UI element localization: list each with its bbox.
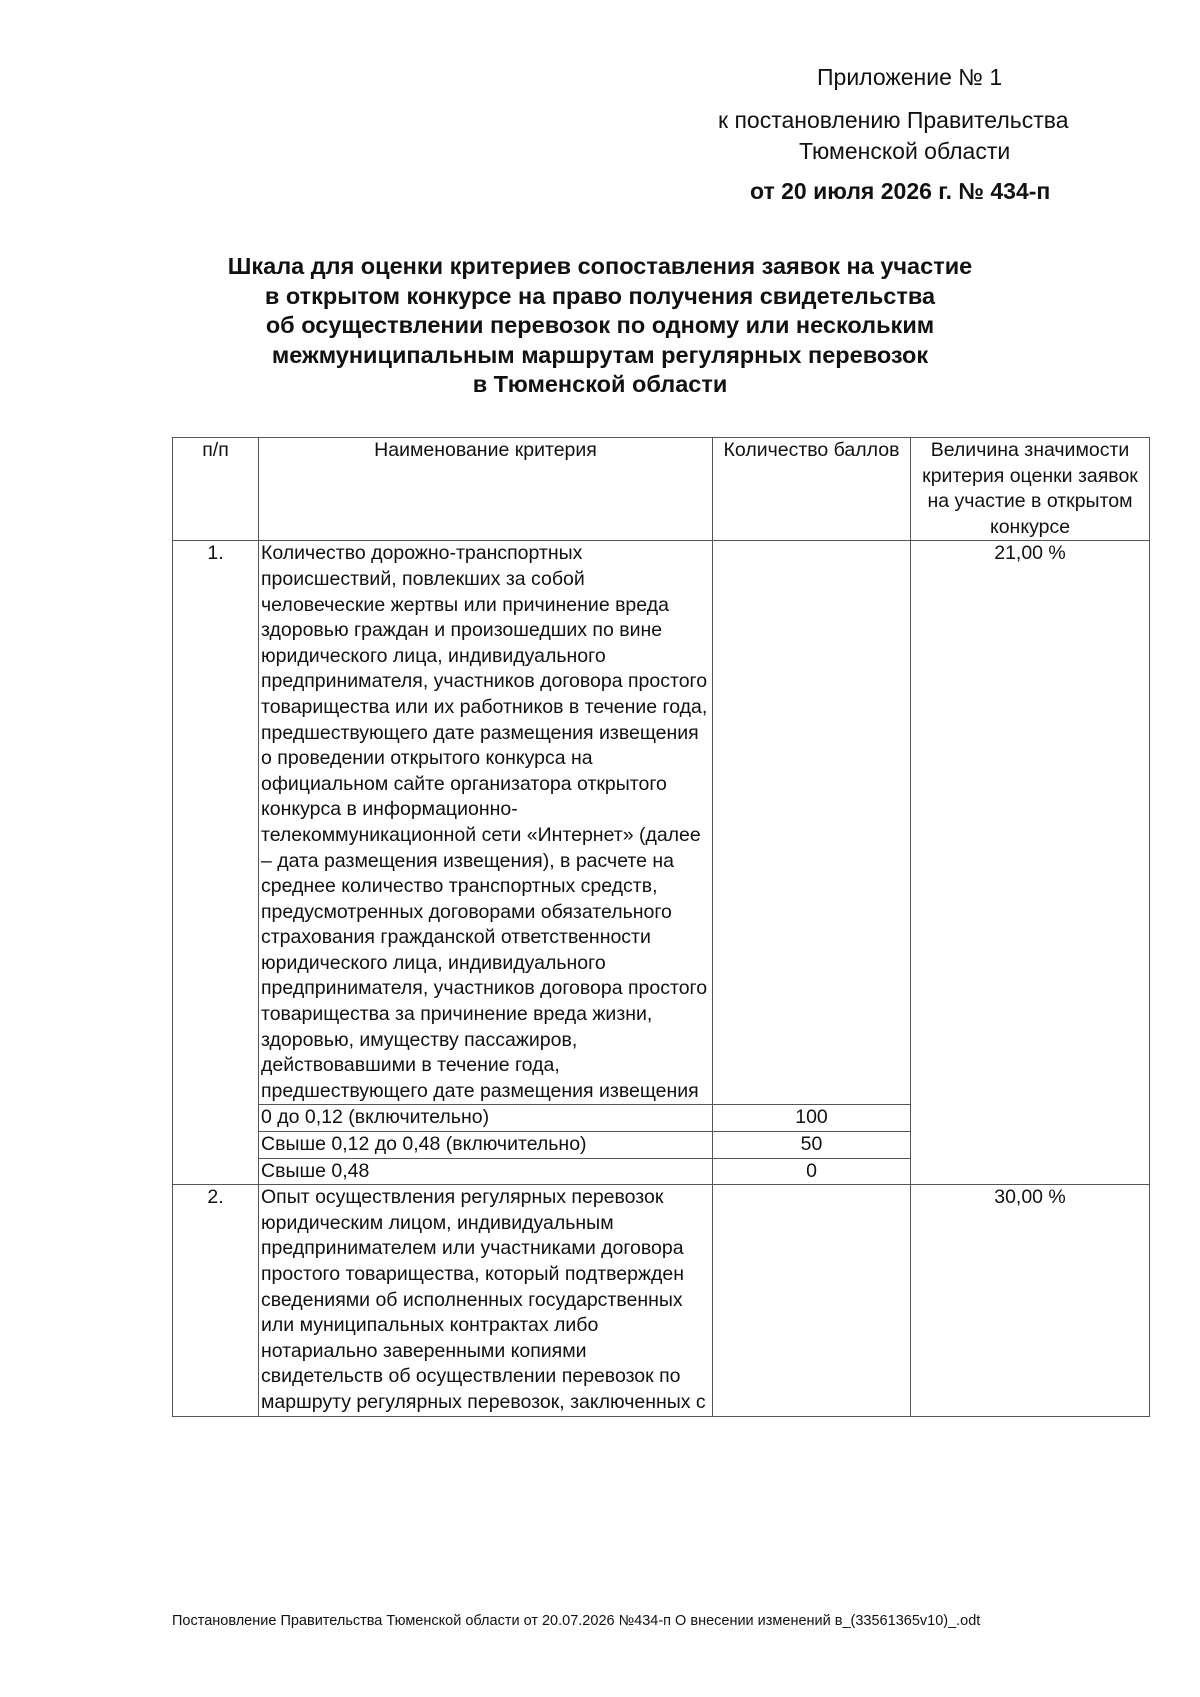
scale-points: 0 (713, 1158, 911, 1185)
points-cell (713, 1185, 911, 1416)
title-line: Шкала для оценки критериев сопоставления заявок на участие (227, 253, 973, 279)
criterion-weight: 21,00 % (911, 541, 1150, 1185)
header-num: п/п (173, 438, 259, 541)
scale-points: 100 (713, 1105, 911, 1132)
appendix-date-number: от 20 июля 2026 г. № 434-п (750, 178, 1051, 204)
criteria-table (172, 437, 1150, 1417)
scale-range: 0 до 0,12 (включительно) (259, 1105, 713, 1132)
scale-points: 50 (713, 1132, 911, 1159)
row-number: 1. (173, 541, 259, 1185)
header-criterion-name: Наименование критерия (259, 438, 713, 541)
criterion-weight: 30,00 % (911, 1185, 1150, 1416)
title-line: в открытом конкурсе на право получения свидетельства (264, 282, 936, 309)
document-title (0, 252, 1200, 400)
title-line: об осуществлении перевозок по одному или нескольким (265, 312, 935, 338)
appendix-region: Тюменской области (799, 138, 1011, 164)
title-line: межмуниципальным маршрутам регулярных перевозок (271, 341, 929, 368)
scale-range: Свыше 0,48 (259, 1158, 713, 1185)
table-row (173, 1185, 1150, 1416)
table-header-row (173, 438, 1150, 541)
title-line: в Тюменской области (472, 371, 728, 397)
table-row (173, 541, 1150, 1105)
criterion-name: Опыт осуществления регулярных перевозок юридическим лицом, индивидуальным предпринимателем или участниками договора простого товарищества, который подтвержден сведениями об исполненных государственных или муниципальных контрактах либо нотариально заверенными копиями свидетельств об осуществлении перевозок по маршруту регулярных перевозок, заключенных с (259, 1185, 713, 1416)
criterion-name: Количество дорожно-транспортных происшествий, повлекших за собой человеческие жертвы или причинение вреда здоровью граждан и произошедших по вине юридического лица, индивидуального предпринимателя, участников договора простого товарищества или их работников в течение года, предшествующего дате размещения извещения о проведении открытого конкурса на официальном сайте организатора открытого конкурса в информационно-телекоммуникационной сети «Интернет» (далее – дата размещения извещения), в расчете на среднее количество транспортных средств, предусмотренных договорами обязательного страхования гражданской ответственности юридического лица, индивидуального предпринимателя, участников договора простого товарищества за причинение вреда жизни, здоровью, имуществу пассажиров, действовавшими в течение года, предшествующего дате размещения извещения (259, 541, 713, 1105)
appendix-number: Приложение № 1 (817, 64, 1003, 90)
header-points: Количество баллов (713, 438, 911, 541)
row-number: 2. (173, 1185, 259, 1416)
header-weight: Величина значимости критерия оценки заявок на участие в открытом конкурсе (911, 438, 1150, 541)
points-cell (713, 541, 911, 1105)
document-footer: Постановление Правительства Тюменской области от 20.07.2026 №434-п О внесении изменений в_(33561365v10)_.odt (172, 1613, 981, 1629)
scale-range: Свыше 0,12 до 0,48 (включительно) (259, 1132, 713, 1159)
appendix-to-resolution: к постановлению Правительства (718, 107, 1069, 133)
